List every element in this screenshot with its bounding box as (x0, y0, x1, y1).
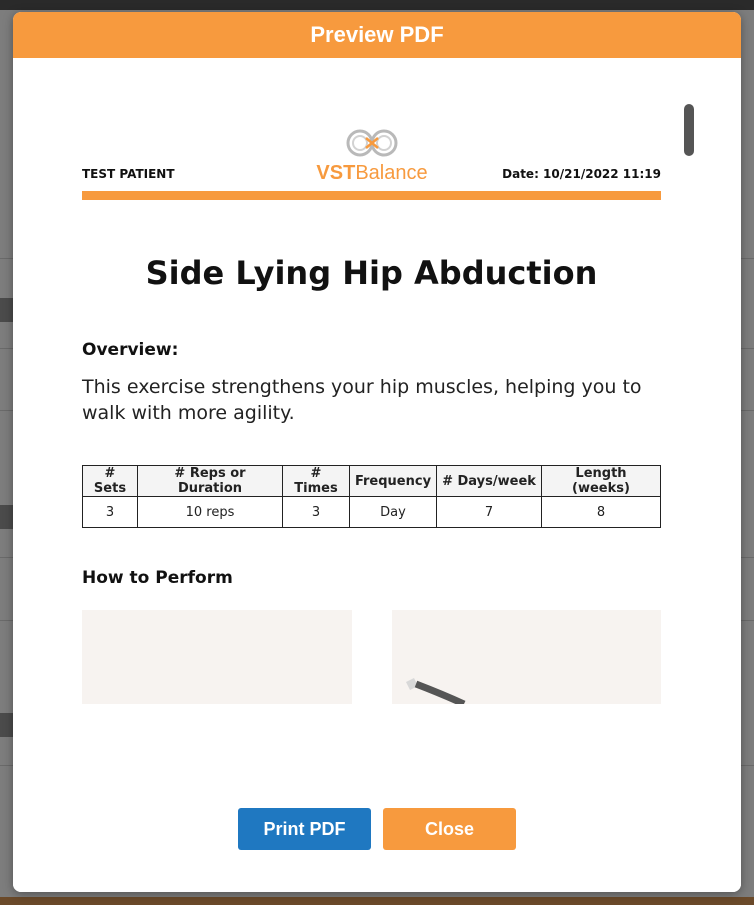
table-row (83, 497, 661, 528)
document-date: Date: 10/21/2022 11:19 (502, 167, 661, 181)
modal-title: Preview PDF (13, 12, 741, 58)
table-header-cell: # Days/week (437, 466, 542, 497)
preview-pdf-modal (13, 12, 741, 892)
table-header-cell: # Reps or Duration (138, 466, 283, 497)
table-cell: 3 (83, 497, 138, 528)
table-header-row (83, 466, 661, 497)
overview-heading: Overview: (82, 340, 179, 360)
logo-wordmark: VSTBalance (316, 162, 428, 184)
close-button[interactable]: Close (383, 808, 516, 850)
vstbalance-logo (312, 126, 432, 186)
background-row-marker (0, 713, 14, 737)
background-row-marker (0, 505, 14, 529)
background-row-marker (0, 298, 14, 322)
overview-text: This exercise strengthens your hip muscles, helping you to walk with more agility. (82, 376, 642, 424)
table-header-cell: # Sets (83, 466, 138, 497)
scrollbar-thumb[interactable] (684, 104, 694, 156)
exercise-parameters-table (82, 465, 661, 528)
exercise-images (82, 610, 661, 730)
print-pdf-button[interactable]: Print PDF (238, 808, 371, 850)
table-header-cell: # Times (283, 466, 350, 497)
pdf-document (82, 122, 661, 730)
table-cell: 3 (283, 497, 350, 528)
patient-name: TEST PATIENT (82, 167, 175, 181)
exercise-image-2 (392, 610, 661, 704)
table-cell: 10 reps (138, 497, 283, 528)
table-header-cell: Frequency (350, 466, 437, 497)
document-header (82, 122, 661, 202)
how-to-perform-heading: How to Perform (82, 568, 233, 588)
table-cell: 7 (437, 497, 542, 528)
background-top-bar (0, 0, 754, 10)
modal-footer (13, 762, 741, 892)
table-cell: 8 (542, 497, 661, 528)
table-header-cell: Length (weeks) (542, 466, 661, 497)
background-bottom-bar (0, 897, 754, 905)
exercise-figure-icon (392, 610, 661, 704)
exercise-image-1 (82, 610, 352, 704)
infinity-logo-icon (342, 126, 402, 160)
table-cell: Day (350, 497, 437, 528)
exercise-title: Side Lying Hip Abduction (145, 254, 598, 292)
